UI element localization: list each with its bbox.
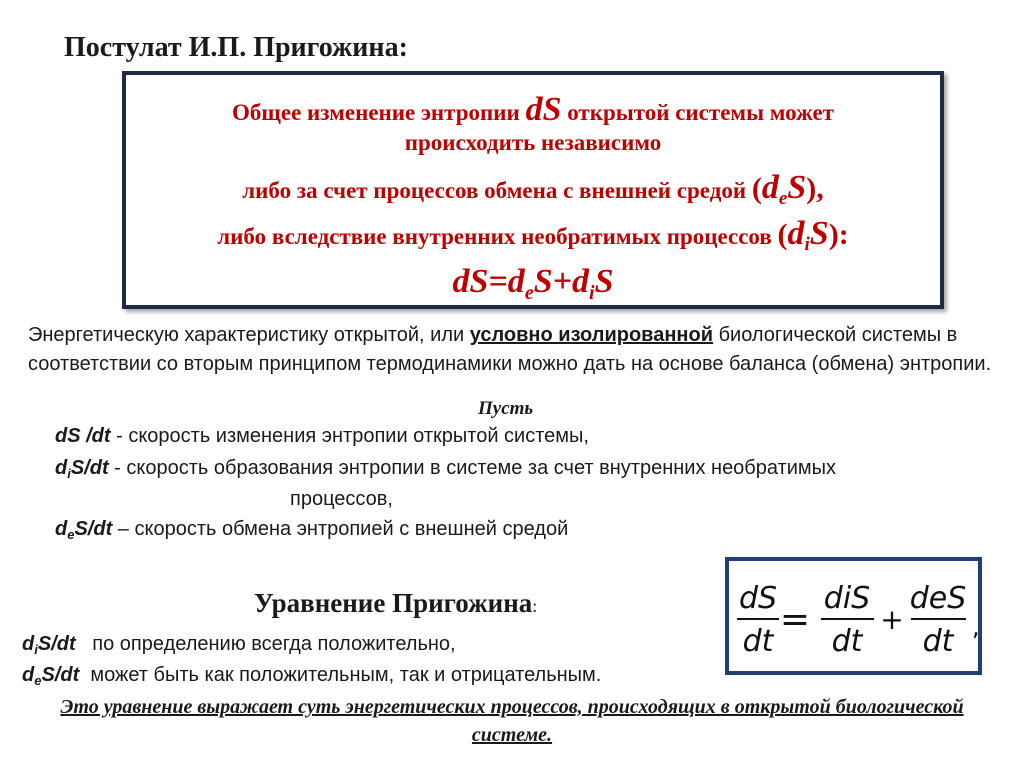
- prigogine-equation: [729, 561, 978, 671]
- postulate-line-1: Общее изменение энтропии dS открытой системы может: [232, 91, 834, 128]
- definition-item: $d_iS/dt$ - скорость образования энтропии в системе за счет внутренних необратимых: [55, 457, 837, 481]
- postulate-line-2: происходить независимо: [404, 130, 662, 155]
- entropy-symbol: dS: [525, 91, 562, 128]
- equation-box: [725, 557, 982, 675]
- note-item: $d_iS/dt$ по определению всегда положительно,: [22, 633, 456, 657]
- underlined-term: условно изолированной: [469, 324, 714, 346]
- equation-comma: ,: [972, 613, 980, 641]
- slide-title: Постулат И.П. Пригожина:: [64, 32, 408, 63]
- conclusion-text: Это уравнение выражает суть энергетических процессов, происходящих в открытой биологической системе.: [60, 696, 964, 746]
- term2-numerator: diS: [823, 581, 871, 616]
- equals-sign: =: [779, 599, 811, 640]
- equation-heading: Уравнение Пригожина:: [254, 588, 538, 618]
- term3-denominator: dt: [922, 624, 954, 659]
- term2-denominator: dt: [831, 624, 863, 659]
- note-item: $d_eS/dt$ может быть как положительным, так и отрицательным.: [22, 664, 602, 688]
- postulate-formula: $dS=d_eS+d_iS$: [452, 263, 614, 304]
- definition-continuation: процессов,: [290, 488, 393, 510]
- plus-sign: +: [880, 603, 904, 636]
- definition-item: dS /dt - скорость изменения энтропии открытой системы,: [55, 425, 589, 447]
- term1-numerator: dS: [738, 581, 778, 616]
- definition-item: $d_eS/dt$ – скорость обмена энтропией с внешней средой: [55, 518, 569, 542]
- let-label: Пусть: [478, 398, 534, 419]
- postulate-line-4: либо вследствие внутренних необратимых процессов $(d_iS)$:: [217, 215, 849, 255]
- postulate-box: [122, 71, 944, 309]
- term3-numerator: deS: [909, 581, 967, 616]
- intro-paragraph: Энергетическую характеристику открытой, или условно изолированной биологической системы в соответствии со вторым принципом термодинамики можно дать на основе баланса (обмена) энтропии.: [28, 324, 992, 375]
- postulate-line-3: либо за счет процессов обмена с внешней средой $(d_eS)$,: [242, 169, 824, 209]
- term1-denominator: dt: [742, 624, 774, 659]
